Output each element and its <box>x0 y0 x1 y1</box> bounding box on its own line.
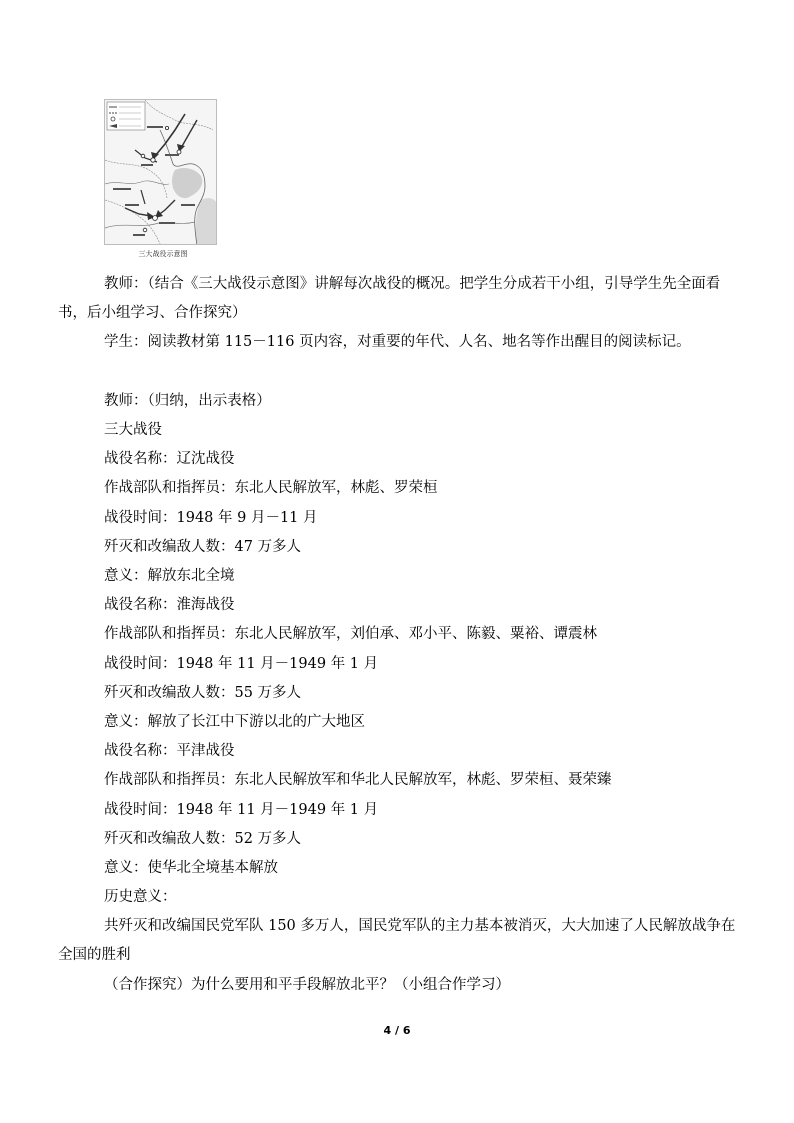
battle-2-time: 战役时间：1948 年 11 月－1949 年 1 月 <box>104 656 379 672</box>
inquiry-question: （合作探究）为什么要用和平手段解放北平？（小组合作学习） <box>104 977 510 993</box>
section-heading: 三大战役 <box>104 422 162 438</box>
teacher-intro-paragraph: 教师：（结合《三大战役示意图》讲解每次战役的概况。把学生分成若干小组，引导学生先全面看书，后小组学习、合作探究） <box>58 276 721 322</box>
page-number: 4 / 6 <box>383 1024 411 1037</box>
battle-1-time: 战役时间：1948 年 9 月－11 月 <box>104 510 318 526</box>
battle-2-casualties: 歼灭和改编敌人数：55 万多人 <box>104 685 302 701</box>
battle-3-name: 战役名称：平津战役 <box>104 743 235 759</box>
battle-3-time: 战役时间：1948 年 11 月－1949 年 1 月 <box>104 802 379 818</box>
battle-3-troops: 作战部队和指挥员：东北人民解放军和华北人民解放军，林彪、罗荣桓、聂荣臻 <box>104 772 612 788</box>
battle-2-troops: 作战部队和指挥员：东北人民解放军，刘伯承、邓小平、陈毅、粟裕、谭震林 <box>104 626 597 642</box>
battle-1-casualties: 歼灭和改编敌人数：47 万多人 <box>104 539 302 555</box>
battle-map-figure <box>104 99 217 249</box>
battle-1-significance: 意义：解放东北全境 <box>104 568 235 584</box>
battle-3-significance: 意义：使华北全境基本解放 <box>104 860 278 876</box>
battle-2-significance: 意义：解放了长江中下游以北的广大地区 <box>104 714 365 730</box>
student-reading-paragraph: 学生：阅读教材第 115－116 页内容，对重要的年代、人名、地名等作出醒目的阅读标记。 <box>104 334 691 350</box>
history-text: 共歼灭和改编国民党军队 150 多万人，国民党军队的主力基本被消灭，大大加速了人民解放战争在全国的胜利 <box>58 918 736 964</box>
battle-1-troops: 作战部队和指挥员：东北人民解放军，林彪、罗荣桓 <box>104 480 438 496</box>
battle-1-name: 战役名称：辽沈战役 <box>104 451 235 467</box>
teacher-summary-paragraph: 教师：（归纳，出示表格） <box>104 393 271 409</box>
three-battles-map <box>104 99 217 245</box>
battle-2-name: 战役名称：淮海战役 <box>104 597 235 613</box>
map-illustration <box>105 100 217 245</box>
figure-caption: 三大战役示意图 <box>138 250 188 258</box>
battle-3-casualties: 歼灭和改编敌人数：52 万多人 <box>104 831 302 847</box>
history-label: 历史意义： <box>104 889 177 905</box>
